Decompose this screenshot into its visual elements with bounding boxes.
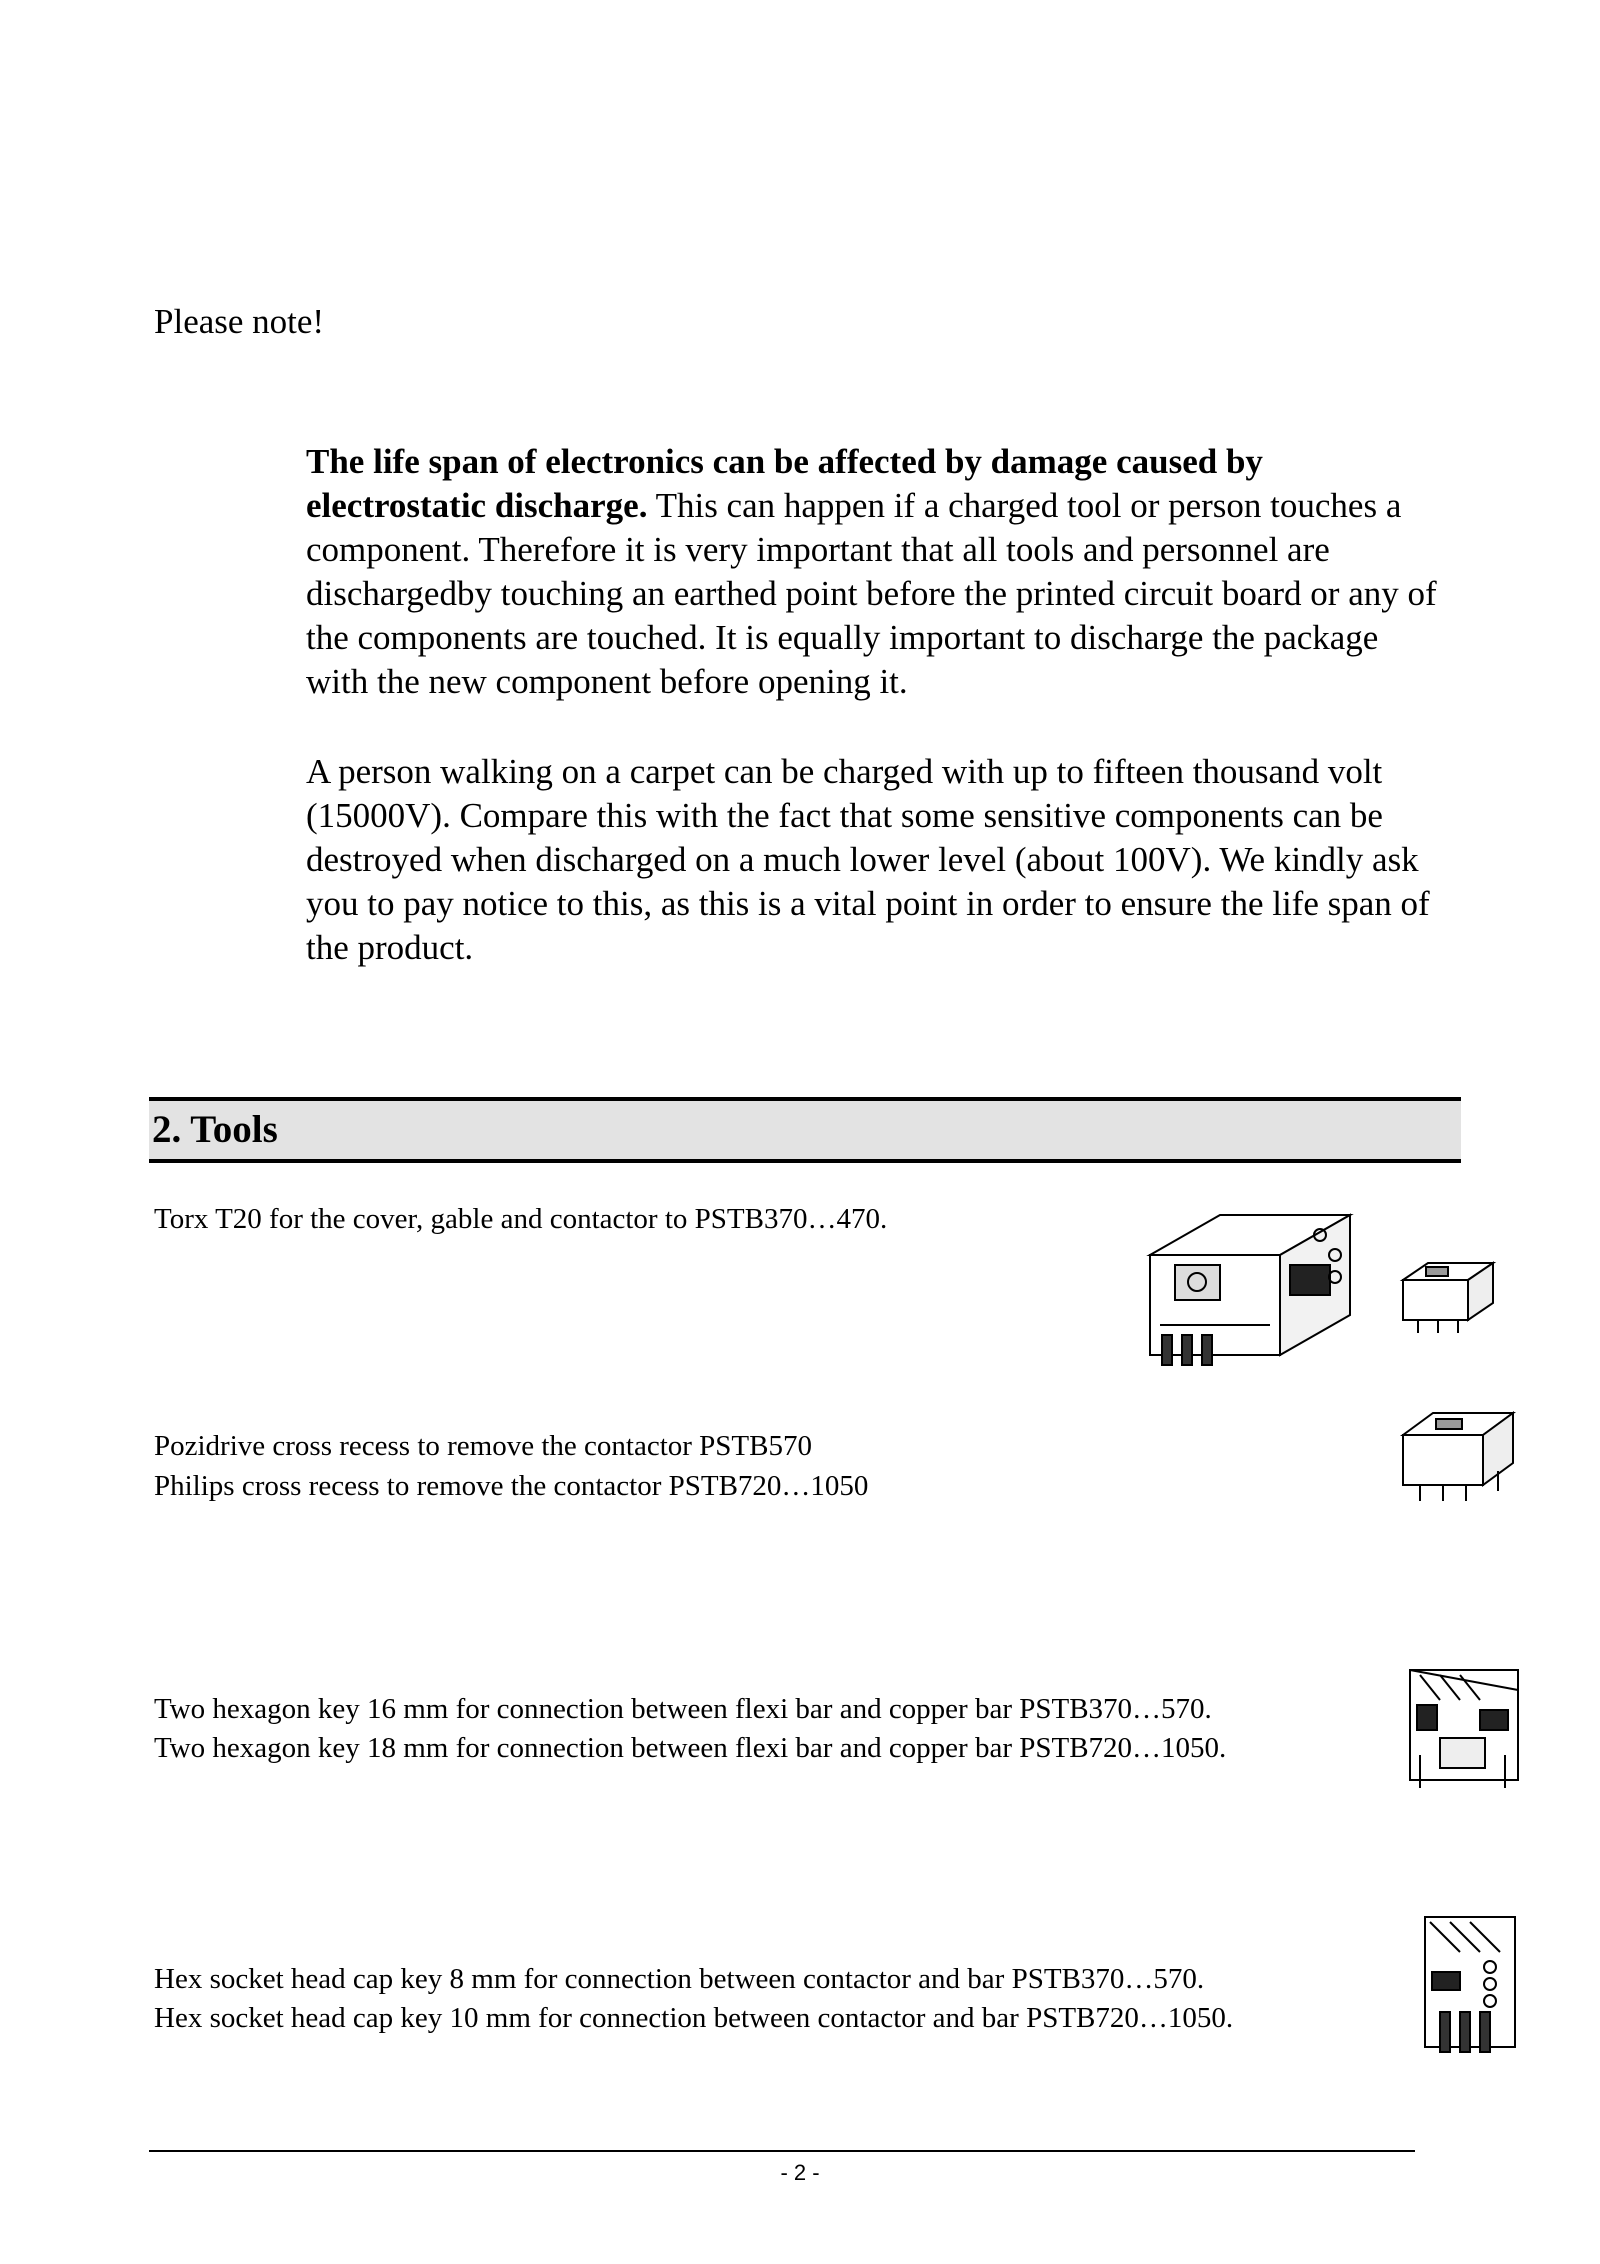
esd-paragraph [306,440,1446,704]
tool-2-line-2: Philips cross recess to remove the contactor PSTB720…1050 [154,1470,869,1502]
section-header [149,1097,1461,1163]
tool-1-line-1: Torx T20 for the cover, gable and contactor to PSTB370…470. [154,1203,888,1235]
tool-2-line-1: Pozidrive cross recess to remove the contactor PSTB570 [154,1430,812,1462]
section-title: 2. Tools [152,1108,278,1151]
esd-bold-lead: The life span of electronics can be affected by damage caused by electrostatic discharge. [306,442,1263,525]
voltage-paragraph: A person walking on a carpet can be charged with up to fifteen thousand volt (15000V). Compare this with the fact that some sensitive components can be destroyed when discharged on a much lower level (about 100V). We kindly ask you to pay notice to this, as this is a vital point in order to ensure the life span of the product. [306,752,1430,967]
tool-3-line-1: Two hexagon key 16 mm for connection between flexi bar and copper bar PSTB370…570. [154,1693,1212,1725]
note-title: Please note! [154,302,325,341]
esd-text: This can happen if a charged tool or person touches a component. Therefore it is very important that all tools and personnel are dischargedby touching an earthed point before the printed circuit board or any of the components are touched. It is equally important to discharge the package with the new component before opening it. [306,486,1437,701]
contactor-small-illustration [1398,1255,1498,1335]
tool-3-line-2: Two hexagon key 18 mm for connection between flexi bar and copper bar PSTB720…1050. [154,1732,1227,1764]
tool-4-line-2: Hex socket head cap key 10 mm for connection between contactor and bar PSTB720…1050. [154,2002,1234,2034]
tool-4-line-1: Hex socket head cap key 8 mm for connection between contactor and bar PSTB370…570. [154,1963,1205,1995]
flexi-bar-illustration [1405,1660,1523,1795]
softstarter-illustration [1140,1195,1370,1385]
footer-rule [149,2150,1415,2152]
contactor-illustration [1398,1405,1518,1505]
contactor-bar-illustration [1420,1912,1520,2062]
page-number: - 2 - [780,2160,820,2185]
